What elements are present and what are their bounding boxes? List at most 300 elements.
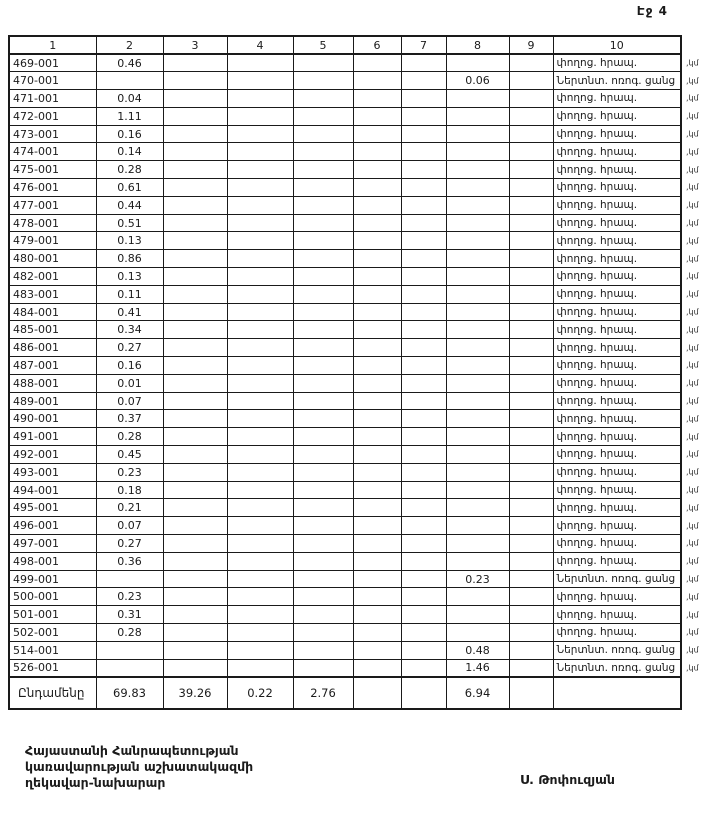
cell-description <box>553 72 699 90</box>
cell-col3-empty <box>163 535 227 553</box>
cell-code: 497-001 <box>9 535 96 553</box>
description-text: փողոց. հրապ. <box>556 359 638 372</box>
cell-col2-value: 0.07 <box>96 392 163 410</box>
totals-col8-value: 6.94 <box>446 677 509 709</box>
cell-col4-empty <box>227 250 293 268</box>
cell-description <box>553 428 699 446</box>
cell-col5-empty <box>293 517 353 535</box>
cell-col4-empty <box>227 303 293 321</box>
table-row <box>9 285 681 303</box>
cell-col7-empty <box>401 641 446 659</box>
cell-col4-empty <box>227 143 293 161</box>
cell-description <box>553 659 699 677</box>
cell-col2-value: 0.28 <box>96 161 163 179</box>
cell-col9-empty <box>509 143 553 161</box>
table-row <box>9 535 681 553</box>
cell-code: 475-001 <box>9 161 96 179</box>
cell-col3-empty <box>163 570 227 588</box>
table-row <box>9 624 681 642</box>
cell-col4-empty <box>227 641 293 659</box>
cell-col6-empty <box>353 232 401 250</box>
cell-col9-empty <box>509 54 553 72</box>
description-text: փողոց. հրապ. <box>556 110 638 123</box>
description-text: փողոց. հրապ. <box>556 430 638 443</box>
cell-col9-empty <box>509 606 553 624</box>
cell-description <box>553 535 699 553</box>
cell-col2-value: 0.14 <box>96 143 163 161</box>
cell-code: 469-001 <box>9 54 96 72</box>
cell-col3-empty <box>163 588 227 606</box>
cell-col3-empty <box>163 107 227 125</box>
cell-col7-empty <box>401 588 446 606</box>
cell-col2-value: 0.27 <box>96 535 163 553</box>
cell-col6-empty <box>353 535 401 553</box>
cell-col8-value <box>446 232 509 250</box>
cell-col9-empty <box>509 339 553 357</box>
cell-code: 476-001 <box>9 179 96 197</box>
description-text: փողոց. հրապ. <box>556 57 638 70</box>
cell-col9-empty <box>509 232 553 250</box>
cell-col9-empty <box>509 552 553 570</box>
cell-col7-empty <box>401 321 446 339</box>
cell-col5-empty <box>293 125 353 143</box>
cell-col5-empty <box>293 552 353 570</box>
cell-col2-value: 0.28 <box>96 428 163 446</box>
description-text: փողոց. հրապ. <box>556 128 638 141</box>
cell-col9-empty <box>509 374 553 392</box>
table-row <box>9 303 681 321</box>
cell-col6-empty <box>353 481 401 499</box>
cell-description <box>553 446 699 464</box>
description-text: փողոց. հրապ. <box>556 92 638 105</box>
cell-col9-empty <box>509 499 553 517</box>
cell-col2-value: 0.37 <box>96 410 163 428</box>
totals-col2-value: 69.83 <box>96 677 163 709</box>
description-text: փողոց. հրապ. <box>556 412 638 425</box>
cell-col8-value <box>446 588 509 606</box>
table-row <box>9 214 681 232</box>
cell-col8-value <box>446 535 509 553</box>
cell-col6-empty <box>353 143 401 161</box>
cell-col6-empty <box>353 196 401 214</box>
unit-label: ,կմ <box>686 147 699 157</box>
cell-col5-empty <box>293 410 353 428</box>
cell-col9-empty <box>509 321 553 339</box>
cell-col3-empty <box>163 143 227 161</box>
cell-description <box>553 54 699 72</box>
cell-col8-value <box>446 606 509 624</box>
cell-col6-empty <box>353 624 401 642</box>
cell-description <box>553 214 699 232</box>
cell-description <box>553 410 699 428</box>
cell-code: 484-001 <box>9 303 96 321</box>
cell-col4-empty <box>227 90 293 108</box>
cell-col7-empty <box>401 357 446 375</box>
description-text: փողոց. հրապ. <box>556 252 638 265</box>
unit-label: ,կմ <box>686 111 699 121</box>
cell-col2-value <box>96 659 163 677</box>
cell-col5-empty <box>293 570 353 588</box>
cell-code: 495-001 <box>9 499 96 517</box>
cell-col7-empty <box>401 232 446 250</box>
cell-col3-empty <box>163 357 227 375</box>
page-number-label: Էջ 4 <box>636 4 668 18</box>
cell-col5-empty <box>293 339 353 357</box>
cell-col8-value <box>446 125 509 143</box>
cell-col6-empty <box>353 321 401 339</box>
description-text: փողոց. հրապ. <box>556 484 638 497</box>
cell-description <box>553 499 699 517</box>
footer-org-block <box>25 743 253 791</box>
table-row <box>9 250 681 268</box>
cell-col7-empty <box>401 428 446 446</box>
cell-col3-empty <box>163 659 227 677</box>
cell-description <box>553 143 699 161</box>
cell-col8-value <box>446 392 509 410</box>
unit-label: ,կմ <box>686 93 699 103</box>
cell-col9-empty <box>509 357 553 375</box>
cell-col4-empty <box>227 517 293 535</box>
cell-col6-empty <box>353 588 401 606</box>
cell-col2-value: 0.41 <box>96 303 163 321</box>
cell-col8-value <box>446 285 509 303</box>
cell-col8-value <box>446 517 509 535</box>
cell-col4-empty <box>227 552 293 570</box>
cell-col6-empty <box>353 446 401 464</box>
cell-col5-empty <box>293 143 353 161</box>
cell-col2-value: 0.34 <box>96 321 163 339</box>
cell-description <box>553 641 699 659</box>
cell-col4-empty <box>227 588 293 606</box>
cell-col9-empty <box>509 268 553 286</box>
cell-col7-empty <box>401 250 446 268</box>
cell-description <box>553 481 699 499</box>
cell-col6-empty <box>353 428 401 446</box>
unit-label: ,կմ <box>686 129 699 139</box>
cell-col3-empty <box>163 54 227 72</box>
column-header-6: 6 <box>353 36 401 54</box>
table-row <box>9 552 681 570</box>
cell-col3-empty <box>163 268 227 286</box>
unit-label: ,կմ <box>686 467 699 477</box>
description-text: փողոց. հրապ. <box>556 341 638 354</box>
cell-col2-value: 0.16 <box>96 357 163 375</box>
description-text: Ներտնտ. ոռոգ. ցանց <box>556 573 676 585</box>
cell-code: 514-001 <box>9 641 96 659</box>
cell-col6-empty <box>353 570 401 588</box>
cell-col3-empty <box>163 232 227 250</box>
cell-col3-empty <box>163 481 227 499</box>
cell-col7-empty <box>401 303 446 321</box>
cell-col6-empty <box>353 659 401 677</box>
cell-description <box>553 374 699 392</box>
cell-col3-empty <box>163 499 227 517</box>
cell-col3-empty <box>163 321 227 339</box>
unit-label: ,կմ <box>686 556 699 566</box>
cell-col8-value <box>446 214 509 232</box>
cell-col4-empty <box>227 214 293 232</box>
unit-label: ,կմ <box>686 396 699 406</box>
cell-col8-value <box>446 428 509 446</box>
cell-col3-empty <box>163 374 227 392</box>
cell-col9-empty <box>509 570 553 588</box>
cell-col8-value <box>446 143 509 161</box>
cell-col4-empty <box>227 179 293 197</box>
cell-col4-empty <box>227 463 293 481</box>
cell-description <box>553 268 699 286</box>
table-header-row <box>9 36 681 54</box>
table-row <box>9 641 681 659</box>
cell-col7-empty <box>401 107 446 125</box>
footer-org-line-2: կառավարության աշխատակազմի <box>25 759 254 774</box>
description-text: փողոց. հրապ. <box>556 590 638 603</box>
cell-col2-value: 0.51 <box>96 214 163 232</box>
cell-col3-empty <box>163 72 227 90</box>
cell-col6-empty <box>353 374 401 392</box>
cell-col4-empty <box>227 659 293 677</box>
cell-code: 477-001 <box>9 196 96 214</box>
cell-col3-empty <box>163 285 227 303</box>
table-row <box>9 374 681 392</box>
unit-label: ,կմ <box>686 289 699 299</box>
description-text: փողոց. հրապ. <box>556 448 638 461</box>
cell-col8-value <box>446 303 509 321</box>
cell-col5-empty <box>293 303 353 321</box>
cell-col8-value <box>446 499 509 517</box>
cell-code: 485-001 <box>9 321 96 339</box>
unit-label: ,կմ <box>686 378 699 388</box>
cell-description <box>553 357 699 375</box>
cell-col2-value: 0.13 <box>96 232 163 250</box>
cell-description <box>553 339 699 357</box>
description-text: փողոց. հրապ. <box>556 466 638 479</box>
cell-col8-value <box>446 196 509 214</box>
unit-label: ,կմ <box>686 574 699 584</box>
cell-code: 500-001 <box>9 588 96 606</box>
table-row <box>9 72 681 90</box>
cell-col6-empty <box>353 161 401 179</box>
cell-col4-empty <box>227 499 293 517</box>
cell-col6-empty <box>353 214 401 232</box>
cell-code: 494-001 <box>9 481 96 499</box>
table-row <box>9 659 681 677</box>
unit-label: ,կմ <box>686 325 699 335</box>
cell-col8-value <box>446 552 509 570</box>
unit-label: ,կմ <box>686 76 699 86</box>
cell-col9-empty <box>509 535 553 553</box>
cell-col5-empty <box>293 357 353 375</box>
cell-col8-value <box>446 107 509 125</box>
cell-col5-empty <box>293 268 353 286</box>
cell-col4-empty <box>227 321 293 339</box>
cell-col7-empty <box>401 268 446 286</box>
cell-code: 493-001 <box>9 463 96 481</box>
cell-col3-empty <box>163 392 227 410</box>
cell-col2-value: 0.46 <box>96 54 163 72</box>
table-row <box>9 107 681 125</box>
cell-col6-empty <box>353 179 401 197</box>
cell-col7-empty <box>401 374 446 392</box>
unit-label: ,կմ <box>686 271 699 281</box>
description-text: փողոց. հրապ. <box>556 288 638 301</box>
cell-col4-empty <box>227 285 293 303</box>
cell-col5-empty <box>293 392 353 410</box>
cell-col3-empty <box>163 339 227 357</box>
cell-col8-value <box>446 179 509 197</box>
cell-col7-empty <box>401 72 446 90</box>
cell-col8-value <box>446 481 509 499</box>
cell-col7-empty <box>401 446 446 464</box>
table-row <box>9 357 681 375</box>
cell-col4-empty <box>227 481 293 499</box>
cell-col5-empty <box>293 161 353 179</box>
unit-label: ,կմ <box>686 592 699 602</box>
cell-col5-empty <box>293 179 353 197</box>
column-header-9: 9 <box>509 36 553 54</box>
footer-org-line-3: ղեկավար-նախարար <box>25 775 166 790</box>
cell-code: 478-001 <box>9 214 96 232</box>
cell-col2-value: 0.23 <box>96 588 163 606</box>
cell-col3-empty <box>163 90 227 108</box>
table-row <box>9 161 681 179</box>
unit-label: ,կմ <box>686 254 699 264</box>
cell-col9-empty <box>509 624 553 642</box>
cell-col4-empty <box>227 535 293 553</box>
cell-description <box>553 285 699 303</box>
table-row <box>9 143 681 161</box>
cell-description <box>553 570 699 588</box>
table-row <box>9 196 681 214</box>
cell-description <box>553 250 699 268</box>
description-text: փողոց. հրապ. <box>556 145 638 158</box>
table-row <box>9 463 681 481</box>
cell-col6-empty <box>353 339 401 357</box>
unit-label: ,կմ <box>686 485 699 495</box>
cell-col6-empty <box>353 552 401 570</box>
cell-col7-empty <box>401 196 446 214</box>
cell-col6-empty <box>353 606 401 624</box>
cell-col7-empty <box>401 552 446 570</box>
cell-description <box>553 321 699 339</box>
cell-col4-empty <box>227 125 293 143</box>
description-text: փողոց. հրապ. <box>556 163 638 176</box>
table-row <box>9 517 681 535</box>
cell-col2-value: 0.61 <box>96 179 163 197</box>
cell-col8-value <box>446 410 509 428</box>
table-row <box>9 446 681 464</box>
cell-col7-empty <box>401 659 446 677</box>
cell-col9-empty <box>509 161 553 179</box>
cell-col9-empty <box>509 481 553 499</box>
cell-col2-value: 0.86 <box>96 250 163 268</box>
description-text: փողոց. հրապ. <box>556 395 638 408</box>
cell-col5-empty <box>293 374 353 392</box>
cell-col2-value <box>96 570 163 588</box>
cell-col8-value <box>446 463 509 481</box>
description-text: փողոց. հրապ. <box>556 555 638 568</box>
table-row <box>9 392 681 410</box>
cell-col9-empty <box>509 392 553 410</box>
cell-code: 486-001 <box>9 339 96 357</box>
cell-col2-value: 0.36 <box>96 552 163 570</box>
totals-label: Ընդամենը <box>9 677 96 709</box>
cell-col6-empty <box>353 410 401 428</box>
cell-code: 491-001 <box>9 428 96 446</box>
cell-col7-empty <box>401 161 446 179</box>
cell-col7-empty <box>401 481 446 499</box>
cell-code: 479-001 <box>9 232 96 250</box>
cell-col7-empty <box>401 214 446 232</box>
cell-description <box>553 196 699 214</box>
cell-description <box>553 125 699 143</box>
cell-col9-empty <box>509 179 553 197</box>
cell-col3-empty <box>163 303 227 321</box>
description-text: փողոց. հրապ. <box>556 519 638 532</box>
unit-label: ,կմ <box>686 307 699 317</box>
cell-col8-value: 0.23 <box>446 570 509 588</box>
cell-code: 483-001 <box>9 285 96 303</box>
cell-description <box>553 179 699 197</box>
cell-col6-empty <box>353 72 401 90</box>
cell-col7-empty <box>401 179 446 197</box>
description-text: փողոց. հրապ. <box>556 306 638 319</box>
cell-col4-empty <box>227 446 293 464</box>
cell-col4-empty <box>227 196 293 214</box>
column-header-10: 10 <box>553 36 681 54</box>
unit-label: ,կմ <box>686 218 699 228</box>
cell-col3-empty <box>163 463 227 481</box>
unit-label: ,կմ <box>686 538 699 548</box>
unit-label: ,կմ <box>686 521 699 531</box>
cell-code: 502-001 <box>9 624 96 642</box>
cell-col5-empty <box>293 535 353 553</box>
cell-col9-empty <box>509 446 553 464</box>
cell-col9-empty <box>509 517 553 535</box>
table-row <box>9 90 681 108</box>
cell-col7-empty <box>401 499 446 517</box>
cell-col5-empty <box>293 606 353 624</box>
cell-col5-empty <box>293 107 353 125</box>
table-row <box>9 179 681 197</box>
totals-col7-empty <box>401 677 446 709</box>
cell-col6-empty <box>353 303 401 321</box>
cell-code: 488-001 <box>9 374 96 392</box>
cell-col8-value <box>446 90 509 108</box>
cell-col9-empty <box>509 410 553 428</box>
cell-col7-empty <box>401 143 446 161</box>
cell-description <box>553 161 699 179</box>
table-row <box>9 232 681 250</box>
table-row <box>9 410 681 428</box>
unit-label: ,կմ <box>686 449 699 459</box>
unit-label: ,կմ <box>686 645 699 655</box>
unit-label: ,կմ <box>686 432 699 442</box>
cell-col2-value: 0.18 <box>96 481 163 499</box>
cell-col5-empty <box>293 214 353 232</box>
cell-col9-empty <box>509 250 553 268</box>
cell-col8-value: 0.06 <box>446 72 509 90</box>
cell-col2-value: 0.11 <box>96 285 163 303</box>
cell-col3-empty <box>163 250 227 268</box>
cell-col8-value <box>446 161 509 179</box>
unit-label: ,կմ <box>686 414 699 424</box>
totals-col5-value: 2.76 <box>293 677 353 709</box>
column-header-3: 3 <box>163 36 227 54</box>
cell-col4-empty <box>227 161 293 179</box>
cell-col9-empty <box>509 72 553 90</box>
cell-col9-empty <box>509 463 553 481</box>
cell-col9-empty <box>509 303 553 321</box>
